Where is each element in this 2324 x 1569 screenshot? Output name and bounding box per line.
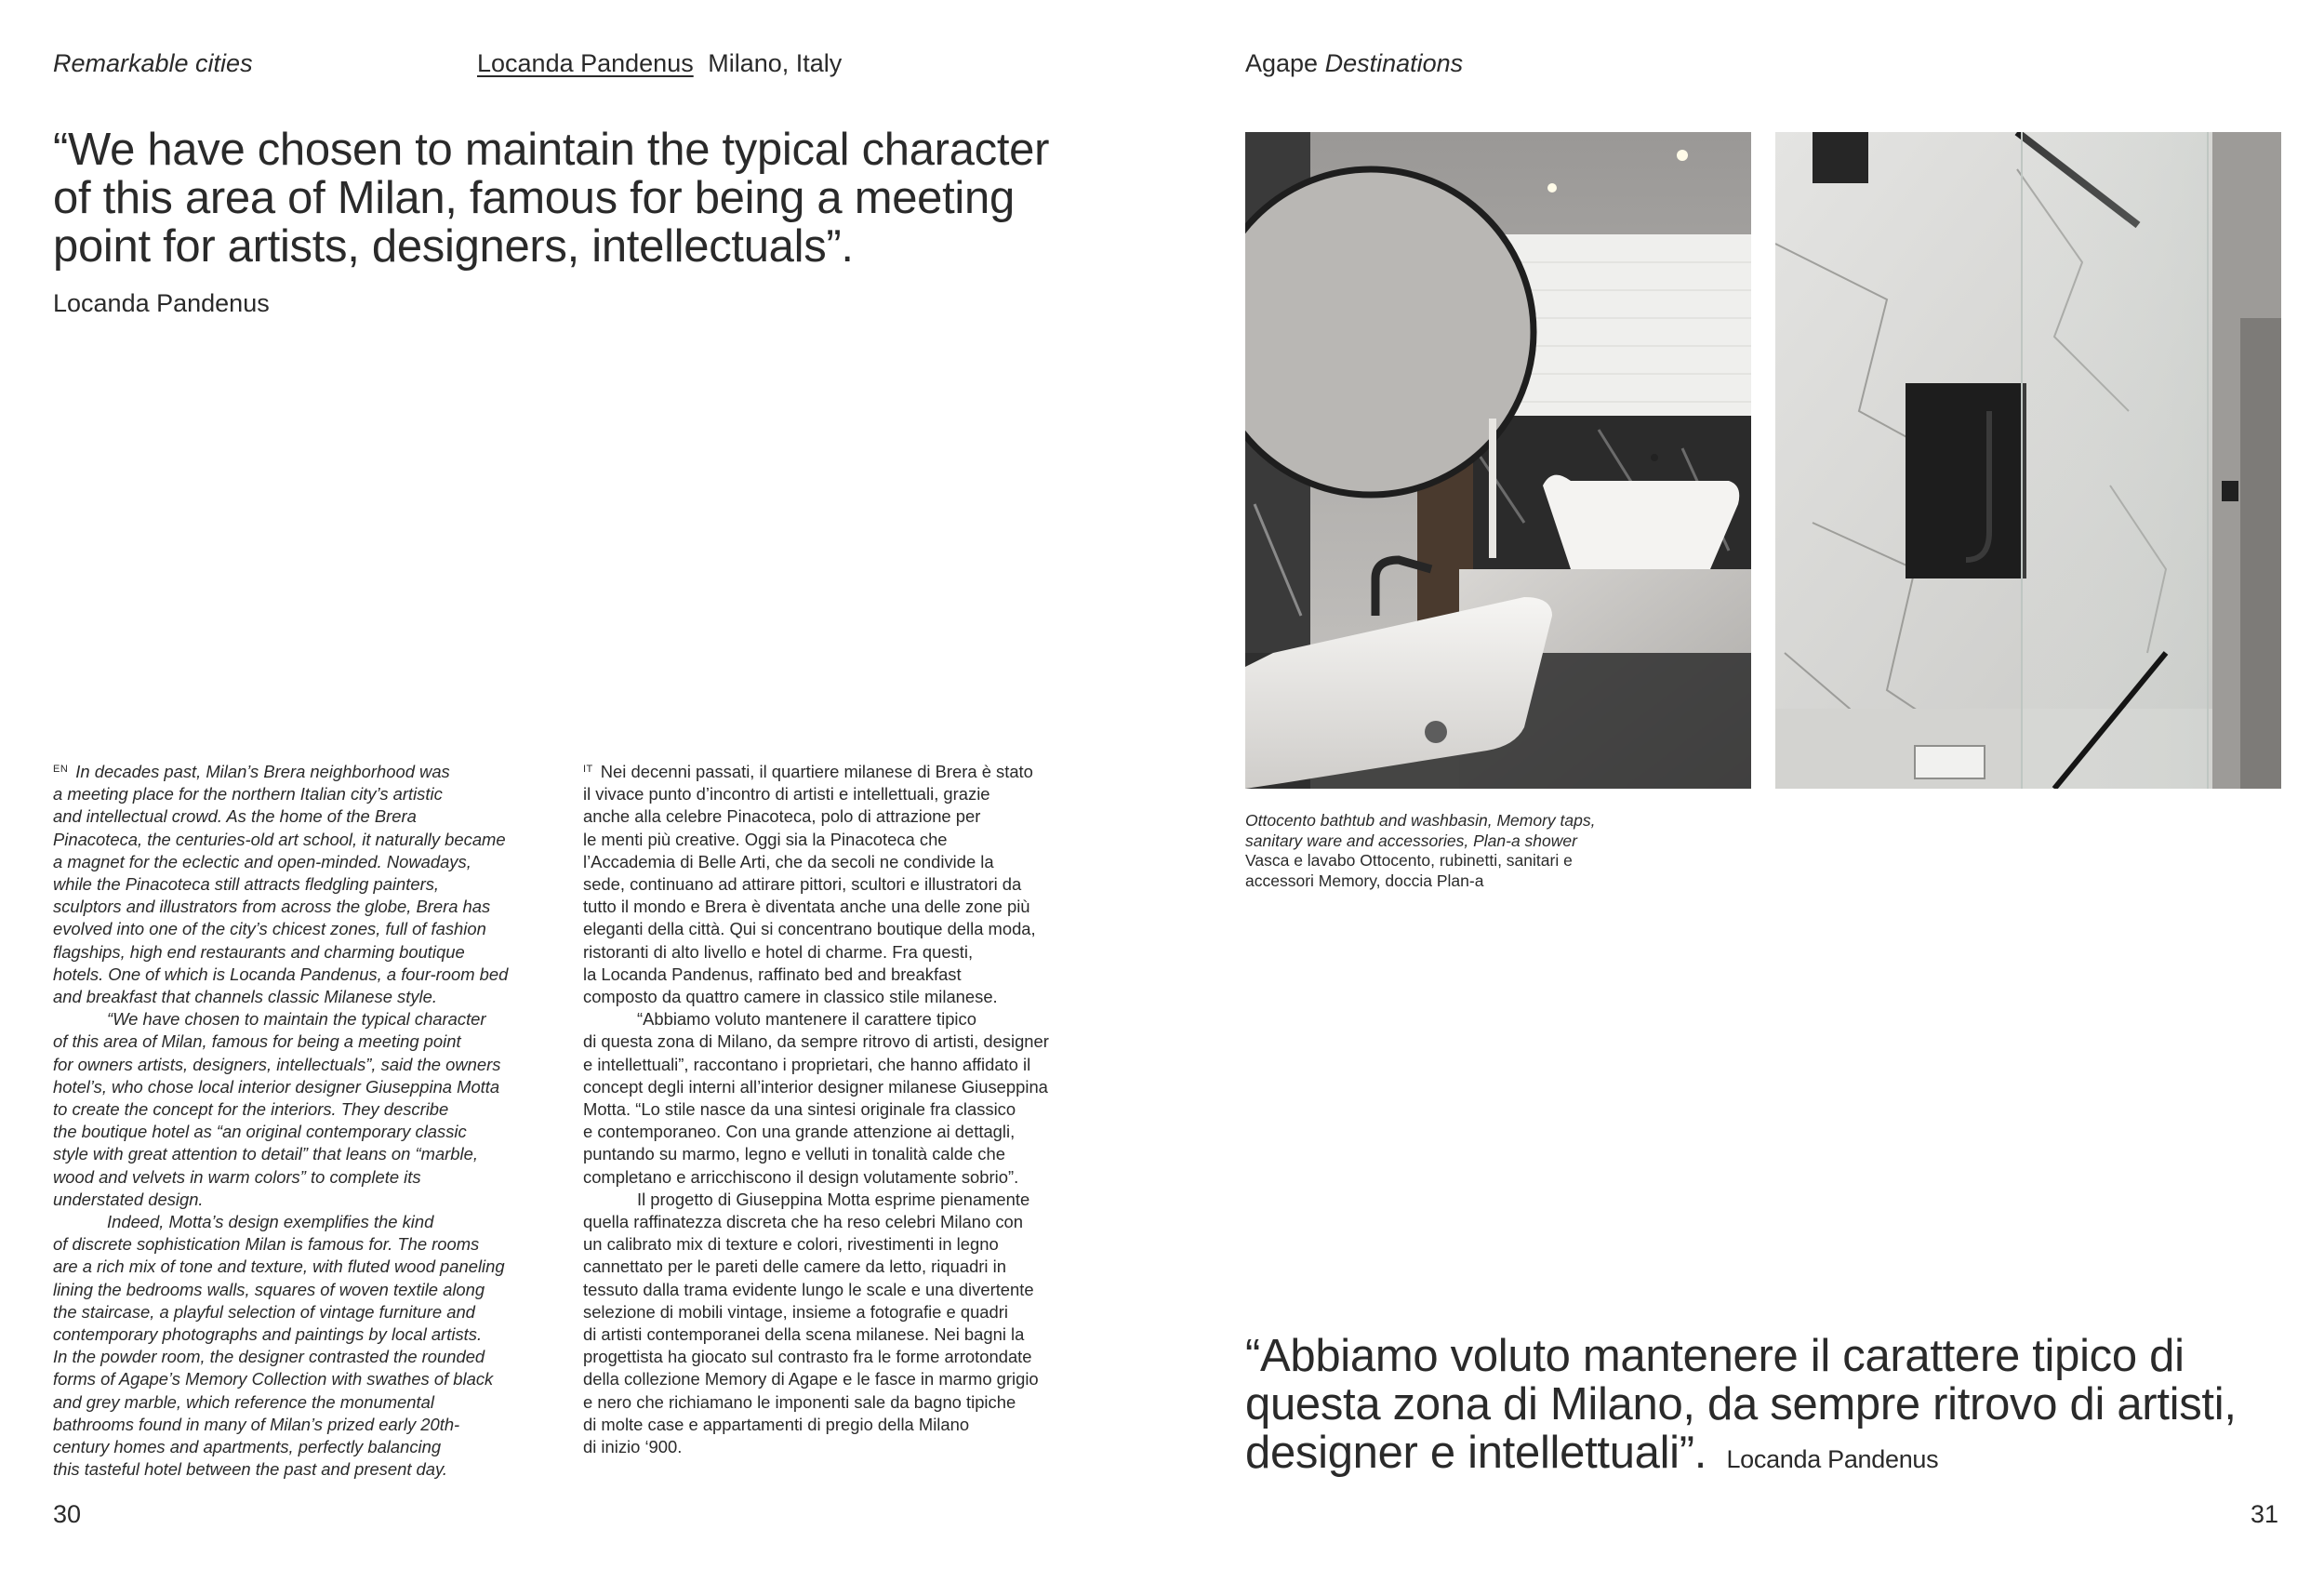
body-line: l’Accademia di Belle Arti, che da secoli ne condivide la bbox=[583, 851, 994, 871]
body-line: completano e arricchiscono il design volutamente sobrio”. bbox=[583, 1166, 1019, 1187]
body-line: di molte case e appartamenti di pregio della Milano bbox=[583, 1414, 970, 1434]
running-header-right bbox=[1245, 48, 1463, 78]
language-tag: IT bbox=[583, 764, 593, 775]
body-line: sculptors and illustrators from across the globe, Brera has bbox=[53, 897, 491, 917]
body-line: di questa zona di Milano, da sempre ritrovo di artisti, designer bbox=[583, 1031, 1049, 1052]
body-column-it bbox=[583, 758, 1095, 1458]
shower-photo bbox=[1775, 132, 2281, 789]
body-line: di inizio ‘900. bbox=[583, 1437, 683, 1457]
body-line: the boutique hotel as “an original contemporary classic bbox=[53, 1122, 467, 1142]
body-line: this tasteful hotel between the past and present day. bbox=[53, 1459, 447, 1480]
body-line: and grey marble, which reference the monumental bbox=[53, 1391, 434, 1412]
body-line: Il progetto di Giuseppina Motta esprime pienamente bbox=[637, 1189, 1030, 1209]
body-line: century homes and apartments, perfectly balancing bbox=[53, 1437, 442, 1457]
body-line: Indeed, Motta’s design exemplifies the kind bbox=[107, 1212, 434, 1232]
body-line: lining the bedrooms walls, squares of woven textile along bbox=[53, 1279, 485, 1299]
body-line: bathrooms found in many of Milan’s prized early 20th- bbox=[53, 1414, 460, 1434]
page-number-left: 30 bbox=[53, 1500, 82, 1528]
body-line: tessuto dalla trama evidente lungo le scale e una divertente bbox=[583, 1279, 1034, 1299]
hotel-location: Milano, Italy bbox=[708, 49, 843, 77]
body-line: “We have chosen to maintain the typical character bbox=[107, 1009, 486, 1030]
body-line: composto da quattro camere in classico stile milanese. bbox=[583, 987, 998, 1007]
page-number-right: 31 bbox=[2251, 1500, 2279, 1528]
body-line: a magnet for the eclectic and open-minded. Nowadays, bbox=[53, 851, 471, 871]
section-title-right: Destinations bbox=[1324, 49, 1464, 77]
body-line: for owners artists, designers, intellectuals”, said the owners bbox=[53, 1054, 501, 1074]
caption-it-line-2: accessori Memory, doccia Plan-a bbox=[1245, 871, 1484, 890]
body-line: forms of Agape’s Memory Collection with swathes of black bbox=[53, 1369, 494, 1389]
pull-quote-it-line-3 bbox=[1245, 1429, 2287, 1477]
body-line: the staircase, a playful selection of vintage furniture and bbox=[53, 1301, 475, 1322]
body-line: Pinacoteca, the centuries-old art school, it naturally became bbox=[53, 829, 506, 849]
caption-en-line-2: sanitary ware and accessories, Plan-a shower bbox=[1245, 831, 1577, 850]
pull-quote-en-attribution: Locanda Pandenus bbox=[53, 289, 270, 317]
body-line: a meeting place for the northern Italian city’s artistic bbox=[53, 784, 443, 804]
shower-illustration bbox=[1775, 132, 2281, 789]
body-line: evolved into one of the city’s chicest zones, full of fashion bbox=[53, 919, 486, 939]
caption-it-line-1: Vasca e lavabo Ottocento, rubinetti, sanitari e bbox=[1245, 851, 1573, 870]
pull-quote-it-line-2: questa zona di Milano, da sempre ritrovo di artisti, bbox=[1245, 1379, 2237, 1429]
body-line: selezione di mobili vintage, insieme a fotografie e quadri bbox=[583, 1301, 1008, 1322]
section-title: Remarkable cities bbox=[53, 49, 253, 77]
running-header-center bbox=[477, 48, 842, 78]
pull-quote-en: “We have chosen to maintain the typical character of this area of Milan, famous for being a meeting point for artists, designers, intellectuals”. bbox=[53, 125, 1050, 272]
body-line: Motta. “Lo stile nasce da una sintesi originale fra classico bbox=[583, 1099, 1016, 1120]
body-line: un calibrato mix di texture e colori, rivestimenti in legno bbox=[583, 1234, 999, 1255]
body-line: style with great attention to detail” that leans on “marble, bbox=[53, 1144, 478, 1164]
body-line: puntando su marmo, legno e velluti in tonalità calde che bbox=[583, 1144, 1005, 1164]
pull-quote-it-line-1: “Abbiamo voluto mantenere il carattere tipico di bbox=[1245, 1331, 2185, 1381]
body-line: and breakfast that channels classic Milanese style. bbox=[53, 987, 437, 1007]
hotel-link[interactable]: Locanda Pandenus bbox=[477, 49, 694, 77]
pull-quote-it-attribution: Locanda Pandenus bbox=[1726, 1445, 1939, 1473]
body-line: $^{EN}$ In decades past, Milan’s Brera neighborhood was bbox=[53, 762, 450, 781]
photo-caption bbox=[1245, 811, 1595, 891]
body-line: eleganti della città. Qui si concentrano boutique della moda, bbox=[583, 919, 1036, 939]
pull-quote-it bbox=[1245, 1332, 2287, 1477]
body-line: $^{IT}$ Nei decenni passati, il quartiere milanese di Brera è stato bbox=[583, 762, 1033, 781]
body-line: e contemporaneo. Con una grande attenzione ai dettagli, bbox=[583, 1122, 1016, 1142]
body-line: wood and velvets in warm colors” to complete its bbox=[53, 1166, 421, 1187]
body-line: are a rich mix of tone and texture, with fluted wood paneling bbox=[53, 1257, 505, 1277]
body-line: and intellectual crowd. As the home of the Brera bbox=[53, 806, 417, 827]
body-line: In the powder room, the designer contrasted the rounded bbox=[53, 1347, 485, 1367]
body-line: anche alla celebre Pinacoteca, polo di attrazione per bbox=[583, 806, 981, 827]
body-line: to create the concept for the interiors. They describe bbox=[53, 1099, 449, 1120]
body-line: e intellettuali”, raccontano i proprietari, che hanno affidato il bbox=[583, 1054, 1031, 1074]
bathroom-illustration bbox=[1245, 132, 1751, 789]
body-line: while the Pinacoteca still attracts fledgling painters, bbox=[53, 874, 440, 895]
body-line: flagships, high end restaurants and charming boutique bbox=[53, 941, 465, 962]
body-line: contemporary photographs and paintings by local artists. bbox=[53, 1324, 483, 1345]
body-line: of this area of Milan, famous for being a meeting point bbox=[53, 1031, 461, 1052]
body-line: il vivace punto d’incontro di artisti e intellettuali, grazie bbox=[583, 784, 990, 804]
body-line: sede, continuano ad attirare pittori, scultori e illustratori da bbox=[583, 874, 1022, 895]
body-line: ristoranti di alto livello e hotel di charme. Fra questi, bbox=[583, 941, 974, 962]
body-line: di artisti contemporanei della scena milanese. Nei bagni la bbox=[583, 1324, 1025, 1345]
body-line: concept degli interni all’interior designer milanese Giuseppina bbox=[583, 1076, 1048, 1097]
body-line: le menti più creative. Oggi sia la Pinacoteca che bbox=[583, 829, 948, 849]
body-line: hotels. One of which is Locanda Pandenus, a four-room bed bbox=[53, 964, 509, 984]
body-line: hotel’s, who chose local interior designer Giuseppina Motta bbox=[53, 1076, 500, 1097]
body-line: understated design. bbox=[53, 1189, 204, 1209]
bathroom-photo bbox=[1245, 132, 1751, 789]
body-line: “Abbiamo voluto mantenere il carattere tipico bbox=[637, 1009, 976, 1030]
body-line: tutto il mondo e Brera è diventata anche una delle zone più bbox=[583, 897, 1030, 917]
body-line: la Locanda Pandenus, raffinato bed and breakfast bbox=[583, 964, 962, 984]
pull-quote-it-line-3-text: designer e intellettuali”. bbox=[1245, 1428, 1707, 1478]
running-header-left bbox=[53, 48, 253, 78]
body-line: e nero che richiamano le imponenti sale da bagno tipiche bbox=[583, 1391, 1016, 1412]
body-line: of discrete sophistication Milan is famous for. The rooms bbox=[53, 1234, 480, 1255]
body-line: quella raffinatezza discreta che ha reso celebri Milano con bbox=[583, 1212, 1023, 1232]
body-column-en bbox=[53, 758, 560, 1482]
body-line: cannettato per le pareti delle camere da letto, riquadri in bbox=[583, 1257, 1006, 1277]
language-tag: EN bbox=[53, 764, 69, 775]
body-line: progettista ha giocato sul contrasto fra le forme arrotondate bbox=[583, 1347, 1032, 1367]
body-line: della collezione Memory di Agape e le fasce in marmo grigio bbox=[583, 1369, 1039, 1389]
brand-name: Agape bbox=[1245, 49, 1319, 77]
caption-en-line-1: Ottocento bathtub and washbasin, Memory taps, bbox=[1245, 811, 1596, 830]
